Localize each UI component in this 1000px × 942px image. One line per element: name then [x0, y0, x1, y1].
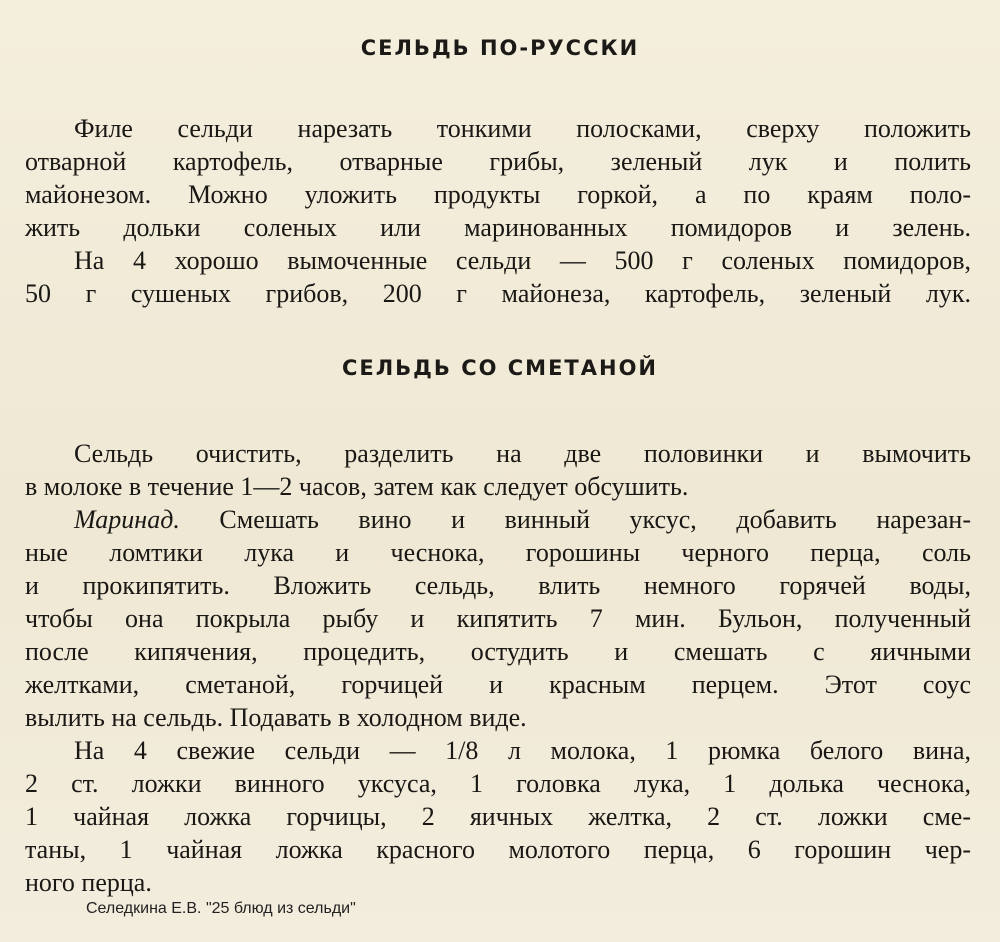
recipe-2-ingredients-line-2: 2 ст. ложки винного уксуса, 1 головка лука, 1 долька чеснока,: [25, 769, 971, 798]
recipe-2-ingredients-line-5: ного перца.: [25, 868, 152, 897]
recipe-2-ingredients-line-1: На 4 свежие сельди — 1/8 л молока, 1 рюмка белого вина,: [74, 736, 971, 765]
recipe-2-line-9: вылить на сельдь. Подавать в холодном виде.: [25, 703, 527, 732]
recipe-2-line-1: Сельдь очистить, разделить на две половинки и вымочить: [74, 439, 971, 468]
recipe-1-ingredients-line-2: 50 г сушеных грибов, 200 г майонеза, картофель, зеленый лук.: [25, 279, 971, 308]
recipe-2-ingredients-line-3: 1 чайная ложка горчицы, 2 яичных желтка, 2 ст. ложки сме-: [25, 802, 971, 831]
recipe-title-herring-russian: СЕЛЬДЬ ПО-РУССКИ: [360, 36, 640, 60]
recipe-title-herring-sour-cream: СЕЛЬДЬ СО СМЕТАНОЙ: [341, 356, 659, 380]
marinade-label: Маринад.: [74, 505, 180, 534]
recipe-2-line-5: и прокипятить. Вложить сельдь, влить немного горячей воды,: [25, 571, 971, 600]
recipe-2-line-7: после кипячения, процедить, остудить и смешать с яичными: [25, 637, 971, 666]
recipe-2-marinade-line: [74, 503, 971, 537]
recipe-2-line-6: чтобы она покрыла рыбу и кипятить 7 мин. Бульон, полученный: [25, 604, 971, 633]
recipe-1-ingredients-line-1: На 4 хорошо вымоченные сельди — 500 г соленых помидоров,: [74, 246, 971, 275]
marinade-text: Смешать вино и винный уксус, добавить нарезан-: [219, 505, 972, 534]
recipe-2-line-4: ные ломтики лука и чеснока, горошины черного перца, соль: [25, 538, 971, 567]
recipe-1-line-1: Филе сельди нарезать тонкими полосками, сверху положить: [74, 114, 971, 143]
source-caption: Селедкина Е.В. "25 блюд из сельди": [86, 900, 356, 917]
recipe-1-line-3: майонезом. Можно уложить продукты горкой, а по краям поло-: [25, 180, 971, 209]
recipe-1-line-4: жить дольки соленых или маринованных помидоров и зелень.: [25, 213, 971, 242]
recipe-2-line-8: желтками, сметаной, горчицей и красным перцем. Этот соус: [25, 670, 971, 699]
recipe-1-line-2: отварной картофель, отварные грибы, зеленый лук и полить: [25, 147, 971, 176]
recipe-2-line-2: в молоке в течение 1—2 часов, затем как следует обсушить.: [25, 472, 689, 501]
recipe-2-ingredients-line-4: таны, 1 чайная ложка красного молотого перца, 6 горошин чер-: [25, 835, 971, 864]
